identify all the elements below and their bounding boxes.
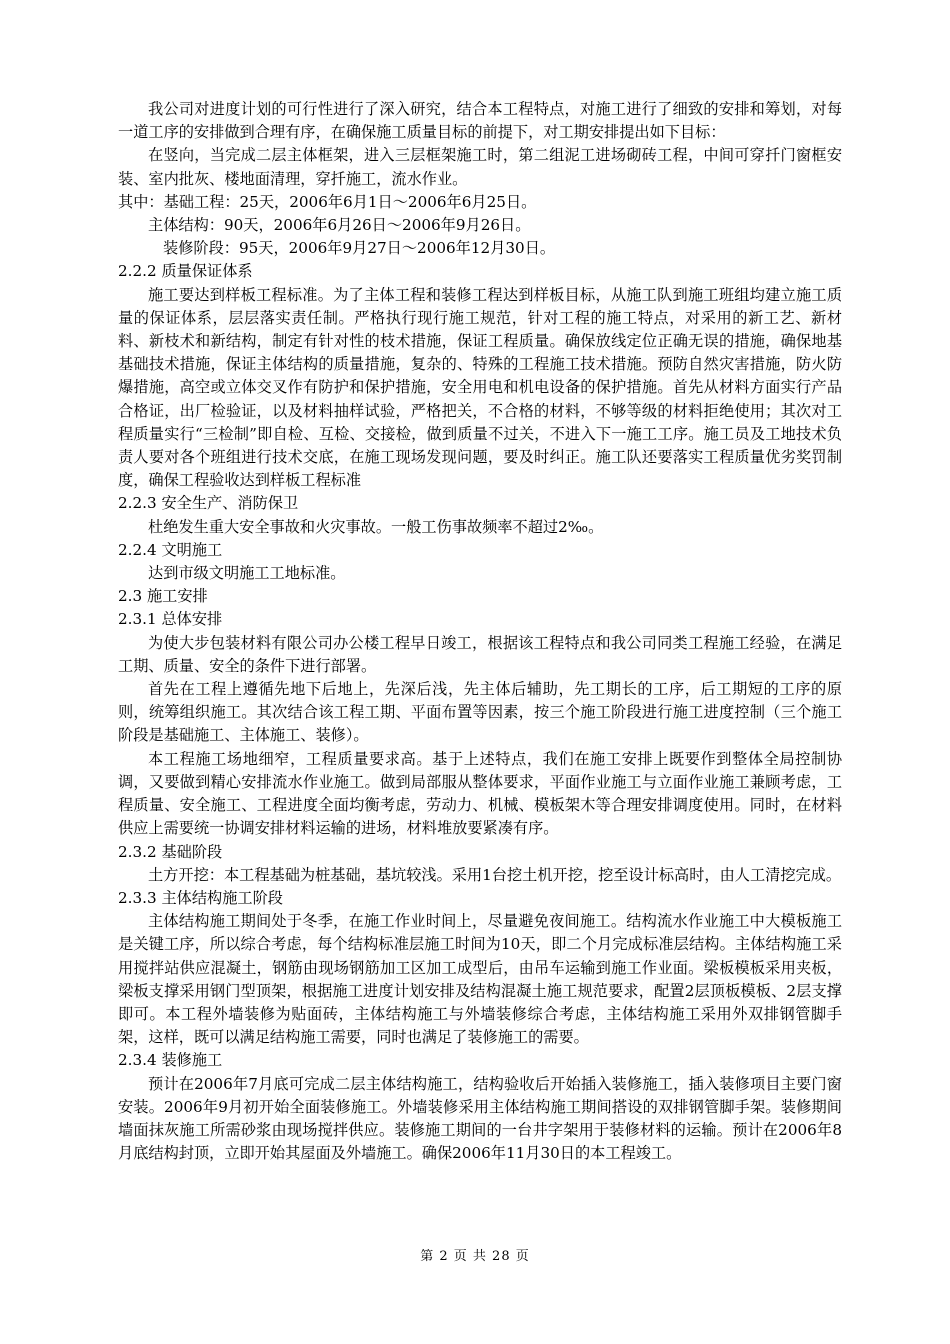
paragraph-schedule-intro: 我公司对进度计划的可行性进行了深入研究，结合本工程特点，对施工进行了细致的安排和筹划，对每一道工序的安排做到合理有序，在确保施工质量目标的前提下，对工期安排提出如下目标： (118, 100, 842, 142)
paragraph-foundation-stage: 土方开挖：本工程基础为桩基础，基坑较浅。采用1台挖土机开挖，挖至设计标高时，由人工清挖完成。 (148, 865, 842, 884)
heading-quality-assurance: 2.2.2 质量保证体系 (118, 262, 253, 281)
heading-decoration-construction: 2.3.4 装修施工 (118, 1051, 223, 1070)
paragraph-vertical-sequence: 在竖向，当完成二层主体框架，进入三层框架施工时，第二组泥工进场砌砖工程，中间可穿扦门窗框安装、室内批灰、楼地面清理，穿扦施工，流水作业。 (118, 146, 842, 188)
schedule-decoration: 装修阶段：95天，2006年9月27日～2006年12月30日。 (163, 239, 556, 258)
schedule-foundation: 其中：基础工程：25天，2006年6月1日～2006年6月25日。 (118, 192, 537, 211)
document-body (118, 98, 842, 1165)
heading-civilized-construction: 2.2.4 文明施工 (118, 540, 223, 559)
heading-safety-fire: 2.2.3 安全生产、消防保卫 (118, 494, 299, 513)
schedule-main-structure: 主体结构：90天，2006年6月26日～2006年9月26日。 (148, 216, 531, 235)
paragraph-overall-2: 首先在工程上遵循先地下后地上，先深后浅，先主体后辅助，先工期长的工序，后工期短的工序的原则，统筹组织施工。其次结合该工程工期、平面布置等因素，按三个施工阶段进行施工进度控制（三个施工阶段是基础施工、主体施工、装修）。 (118, 680, 842, 745)
heading-overall-arrangement: 2.3.1 总体安排 (118, 610, 223, 629)
paragraph-main-structure-stage: 主体结构施工期间处于冬季，在施工作业时间上，尽量避免夜间施工。结构流水作业施工中大模板施工是关键工序，所以综合考虑，每个结构标准层施工时间为10天，即二个月完成标准层结构。主体结构施工采用搅拌站供应混凝土，钢筋由现场钢筋加工区加工成型后，由吊车运输到施工作业面。梁板模板采用夹板，梁板支撑采用钢门型顶架，根据施工进度计划安排及结构混凝土施工规范要求，配置2层顶板模板、2层支撑即可。本工程外墙装修为贴面砖，主体结构施工与外墙装修综合考虑，主体结构施工采用外双排钢管脚手架，这样，既可以满足结构施工需要，同时也满足了装修施工的需要。 (118, 912, 842, 1047)
paragraph-overall-1: 为使大步包装材料有限公司办公楼工程早日竣工，根据该工程特点和我公司同类工程施工经验，在满足工期、质量、安全的条件下进行部署。 (118, 633, 842, 675)
paragraph-safety: 杜绝发生重大安全事故和火灾事故。一般工伤事故频率不超过2‰。 (148, 517, 604, 536)
paragraph-overall-3: 本工程施工场地细窄，工程质量要求高。基于上述特点，我们在施工安排上既要作到整体全局控制协调，又要做到精心安排流水作业施工。做到局部服从整体要求，平面作业施工与立面作业施工兼顾考虑，工程质量、安全施工、工程进度全面均衡考虑，劳动力、机械、模板架木等合理安排调度使用。同时，在材料供应上需要统一协调安排材料运输的进场，材料堆放要紧凑有序。 (118, 749, 842, 838)
paragraph-civilized: 达到市级文明施工工地标准。 (148, 564, 346, 583)
heading-construction-arrangement: 2.3 施工安排 (118, 587, 208, 606)
heading-main-structure-stage: 2.3.3 主体结构施工阶段 (118, 888, 283, 907)
heading-foundation-stage: 2.3.2 基础阶段 (118, 842, 223, 861)
page-footer: 第 2 页 共 28 页 (420, 1249, 530, 1264)
paragraph-quality-assurance: 施工要达到样板工程标准。为了主体工程和装修工程达到样板目标，从施工队到施工班组均建立施工质量的保证体系，层层落实责任制。严格执行现行施工规范，针对工程的施工特点，对采用的新工艺、新材料、新枝术和新结构，制定有针对性的枝术措施，保证工程质量。确保放线定位正确无误的措施，确保地基基础技术措施，保证主体结构的质量措施，复杂的、特殊的工程施工技术措施。预防自然灾害措施，防火防爆措施，高空或立体交叉作有防护和保护措施，安全用电和机电设备的保护措施。首先从材料方面实行产品合格证，出厂检验证，以及材料抽样试验，严格把关，不合格的材料，不够等级的材料拒绝使用；其次对工程质量实行“三检制”即自检、互检、交接检，做到质量不过关，不进入下一施工工序。施工员及工地技术负责人要对各个班组进行技术交底，在施工现场发现问题，要及时纠正。施工队还要落实工程质量优劣奖罚制度，确保工程验收达到样板工程标准 (118, 285, 842, 490)
paragraph-decoration-construction: 预计在2006年7月底可完成二层主体结构施工，结构验收后开始插入装修施工，插入装修项目主要门窗安装。2006年9月初开始全面装修施工。外墙装修采用主体结构施工期间搭设的双排钢管脚手架。装修期间墙面抹灰施工所需砂浆由现场搅拌供应。装修施工期间的一台井字架用于装修材料的运输。预计在2006年8月底结构封顶，立即开始其屋面及外墙施工。确保2006年11月30日的本工程竣工。 (118, 1074, 842, 1163)
